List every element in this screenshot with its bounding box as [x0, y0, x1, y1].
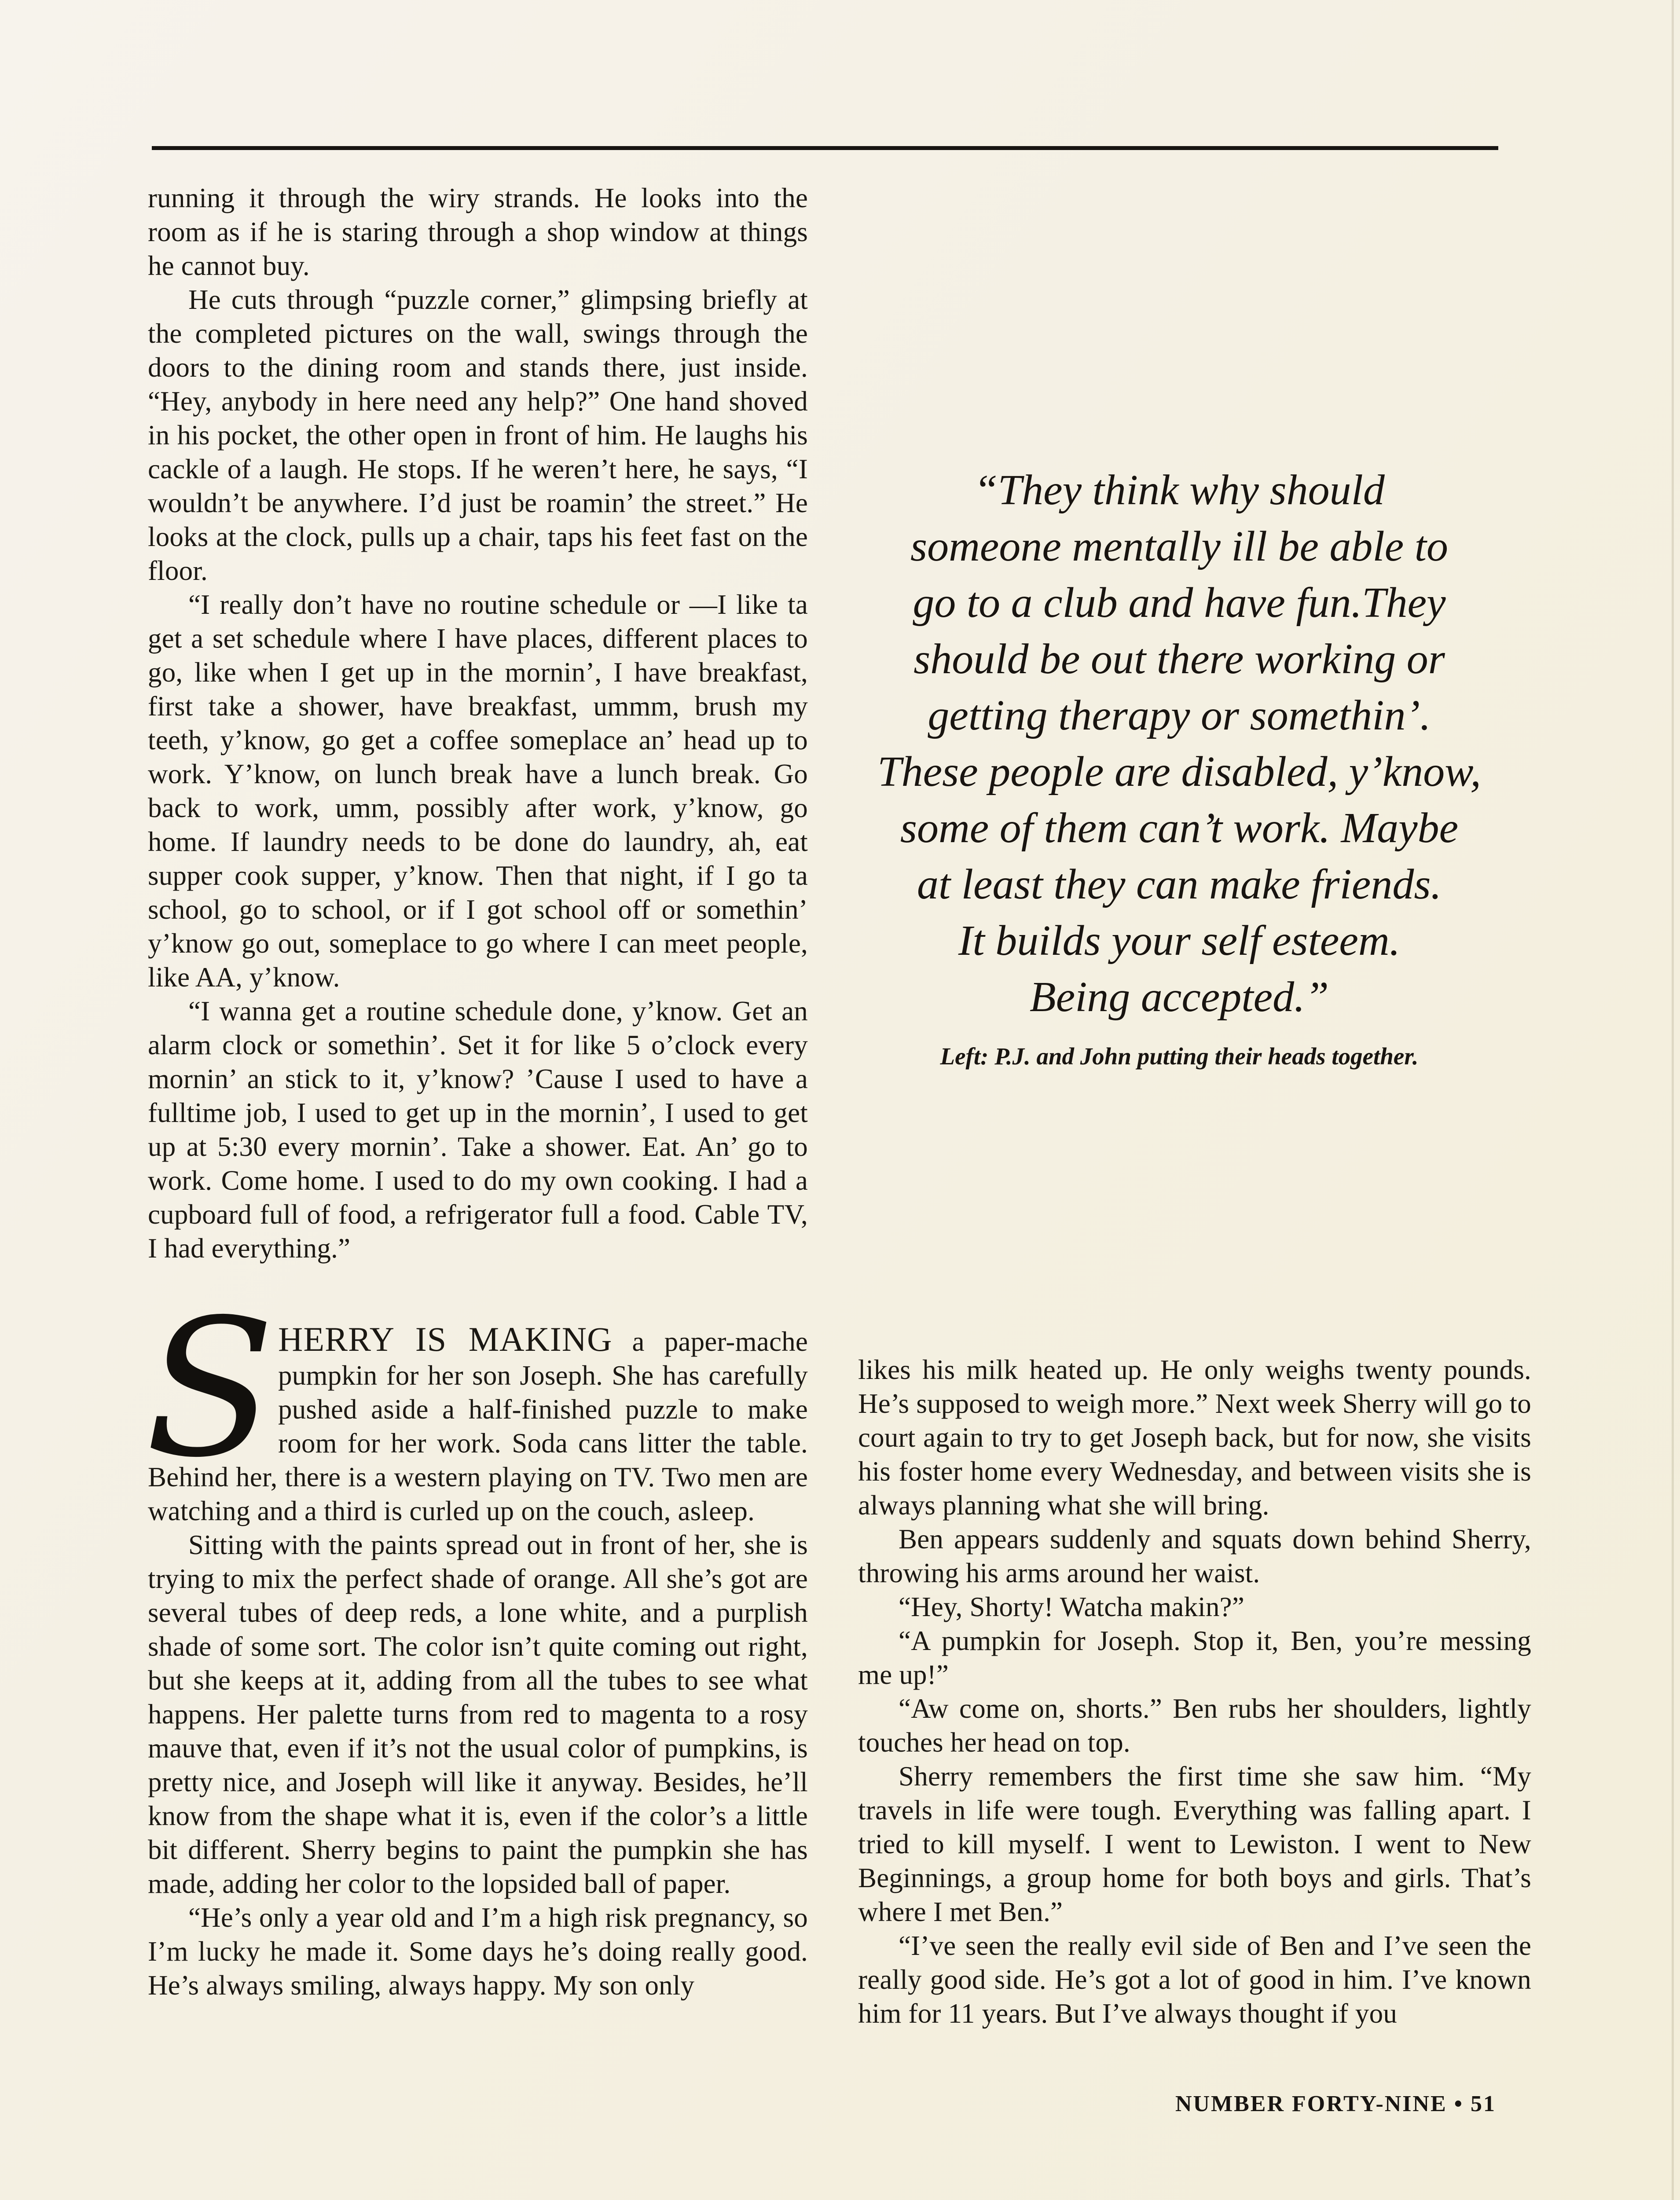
- pull-quote-line: It builds your self esteem.: [958, 917, 1401, 964]
- body-paragraph: “A pumpkin for Joseph. Stop it, Ben, you’re messing me up!”: [858, 1625, 1531, 1690]
- leadin-caps: HERRY IS MAKING: [278, 1320, 613, 1358]
- body-paragraph: Ben appears suddenly and squats down behind Sherry, throwing his arms around her waist.: [858, 1524, 1531, 1588]
- pull-quote-line: getting therapy or somethin’.: [928, 692, 1431, 739]
- page-footer-folio: NUMBER FORTY-NINE • 51: [1175, 2091, 1496, 2116]
- sherry-paragraph-1: [145, 1279, 808, 1528]
- pull-quote-line: Being accepted.”: [1029, 973, 1329, 1021]
- pull-quote: [827, 462, 1531, 1071]
- body-paragraph: He cuts through “puzzle corner,” glimpsing briefly at the completed pictures on the wall, swings through the doors to the dining room and stands there, just inside. “Hey, anybody in here need any help?” One hand shoved in his pocket, the other open in front of him. He laughs his cackle of a laugh. He stops. If he weren’t here, he says, “I wouldn’t be anywhere. I’d just be roamin’ the street.” He looks at the clock, pulls up a chair, taps his feet fast on the floor.: [148, 284, 808, 586]
- sherry-paragraph-1-text: a paper-mache pumpkin for her son Joseph. She has carefully pushed aside a half-finished puzzle to make room for her work. Soda cans litter the table. Behind her, there is a western playing on TV. Two men are watching and a third is curled up on the couch, asleep.: [148, 1326, 808, 1526]
- pull-quote-line: at least they can make friends.: [917, 861, 1442, 908]
- body-paragraph: “Hey, Shorty! Watcha makin?”: [899, 1591, 1244, 1622]
- top-rule: [152, 146, 1498, 150]
- body-paragraph: running it through the wiry strands. He looks into the room as if he is staring through a shop window at things he cannot buy.: [148, 183, 808, 281]
- body-paragraph: Sherry remembers the first time she saw him. “My travels in life were tough. Everything was falling apart. I tried to kill myself. I went to Lewiston. I went to New Beginnings, a group home for both boys and girls. That’s where I met Ben.”: [858, 1761, 1531, 1927]
- body-paragraph: Sitting with the paints spread out in front of her, she is trying to mix the perfect shade of orange. All she’s got are several tubes of deep reds, a lone white, and a purplish shade of some sort. The color isn’t quite coming out right, but she keeps at it, adding from all the tubes to see what happens. Her palette turns from red to magenta to a rosy mauve that, even if it’s not the usual color of pumpkins, is pretty nice, and Joseph will like it anyway. Besides, he’ll know from the shape what it is, even if the color’s a little bit different. Sherry begins to paint the pumpkin she has made, adding her color to the lopsided ball of paper.: [148, 1529, 808, 1899]
- scan-edge-shadow: [1672, 0, 1674, 2200]
- body-paragraph: “He’s only a year old and I’m a high risk pregnancy, so I’m lucky he made it. Some days he’s doing really good. He’s always smiling, always happy. My son only: [148, 1902, 808, 2001]
- body-paragraph: “I wanna get a routine schedule done, y’know. Get an alarm clock or somethin’. Set it for like 5 o’clock every mornin’ an stick to it, y’know? ’Cause I used to have a fulltime job, I used to get up in the mornin’, I used to get up at 5:30 every mornin’. Take a shower. Eat. An’ go to work. Come home. I used to do my own cooking. I had a cupboard full of food, a refrigerator full a food. Cable TV, I had everything.”: [148, 996, 808, 1264]
- pull-quote-line: someone mentally ill be able to: [910, 523, 1448, 570]
- pull-quote-line: These people are disabled, y’know,: [877, 748, 1481, 796]
- pull-quote-line: go to a club and have fun.They: [913, 579, 1446, 627]
- lower-left-column: [145, 1279, 808, 2002]
- body-paragraph: likes his milk heated up. He only weighs twenty pounds. He’s supposed to weigh more.” Next week Sherry will go to court again to try to get Joseph back, but for now, she visits his foster home every Wednesday, and between visits she is always planning what she will bring.: [858, 1354, 1531, 1521]
- lower-right-column: [858, 1353, 1531, 2031]
- dropcap-s: S: [145, 1279, 275, 1499]
- body-paragraph: “Aw come on, shorts.” Ben rubs her shoulders, lightly touches her head on top.: [858, 1693, 1531, 1758]
- upper-left-column: [148, 181, 808, 1265]
- photo-caption: Left: P.J. and John putting their heads together.: [940, 1043, 1419, 1070]
- body-paragraph: “I really don’t have no routine schedule or —I like ta get a set schedule where I have places, different places to go, like when I get up in the mornin’, I have breakfast, first take a shower, have breakfast, ummm, brush my teeth, y’know, go get a coffee someplace an’ head up to work. Y’know, on lunch break have a lunch break. Go back to work, umm, possibly after work, y’know, go home. If laundry needs to be done do laundry, ah, eat supper cook supper, y’know. Then that night, if I go ta school, go to school, or if I got school off or somethin’ y’know go out, someplace to go where I can meet people, like AA, y’know.: [148, 589, 808, 993]
- pull-quote-line: “They think why should: [974, 466, 1385, 514]
- pull-quote-line: should be out there working or: [913, 635, 1445, 683]
- body-paragraph: “I’ve seen the really evil side of Ben and I’ve seen the really good side. He’s got a lot of good in him. I’ve known him for 11 years. But I’ve always thought if you: [858, 1930, 1531, 2029]
- pull-quote-line: some of them can’t work. Maybe: [900, 804, 1459, 852]
